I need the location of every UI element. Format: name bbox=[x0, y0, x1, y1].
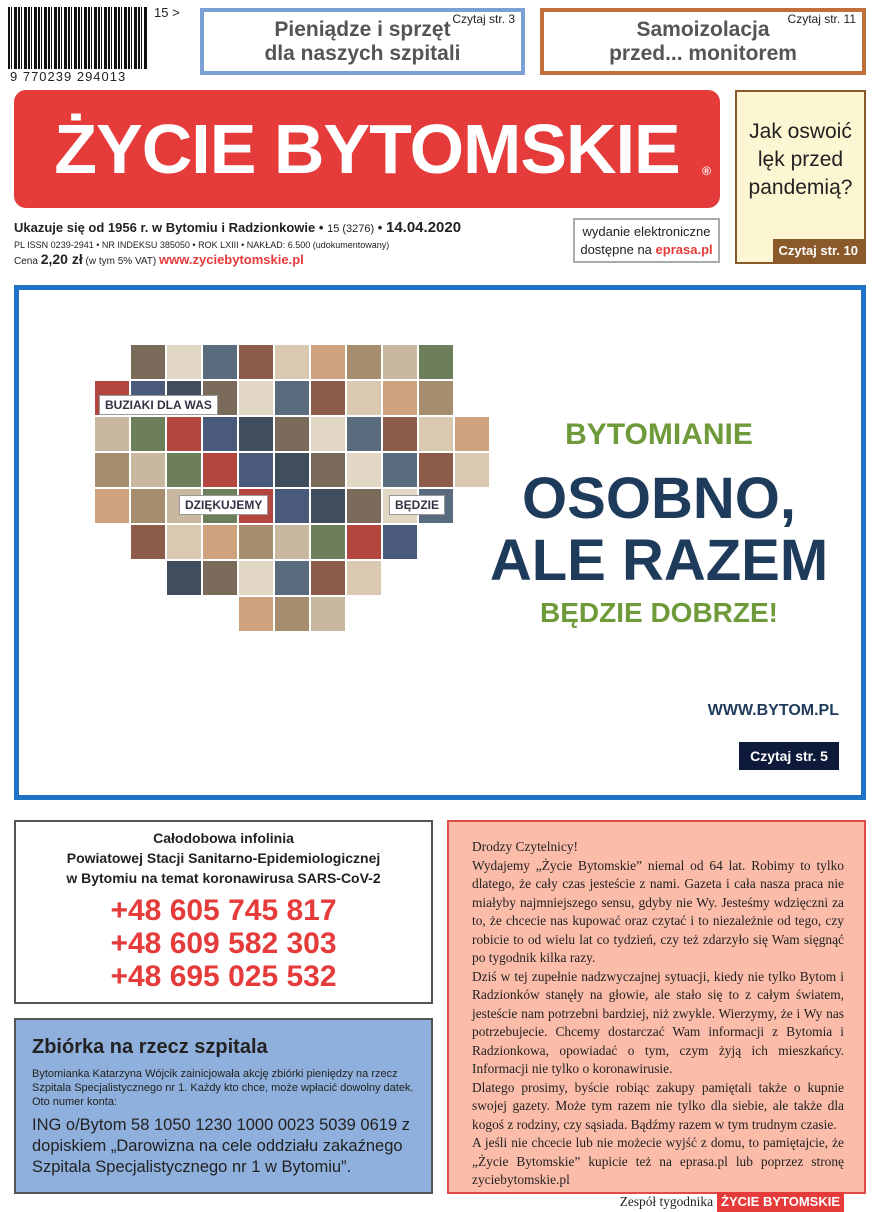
signature-logo: ŻYCIE BYTOMSKIE bbox=[717, 1192, 844, 1212]
hotline-heading: w Bytomiu na temat koronawirusa SARS-CoV-2 bbox=[16, 868, 431, 888]
collage-photo bbox=[311, 345, 345, 379]
collage-photo bbox=[275, 525, 309, 559]
collage-photo bbox=[131, 525, 165, 559]
collage-photo bbox=[311, 525, 345, 559]
letter-paragraph: Dlatego prosimy, byście robiąc zakupy pamiętali także o kupnie swojej gazety. Może tym razem nie tylko dla siebie, ale także dla kogoś z rodziny, czy sąsiada. Bądźmy razem w tym trudnym czasie. bbox=[472, 1079, 844, 1135]
letter-to-readers bbox=[447, 820, 866, 1194]
letter-paragraph: Drodzy Czytelnicy! bbox=[472, 838, 844, 857]
eprasa-link[interactable]: eprasa.pl bbox=[656, 242, 713, 257]
collage-photo bbox=[311, 489, 345, 523]
collage-photo bbox=[275, 417, 309, 451]
collage-photo bbox=[383, 453, 417, 487]
collage-photo bbox=[419, 453, 453, 487]
collage-photo bbox=[203, 561, 237, 595]
headline-line: ALE RAZEM bbox=[459, 530, 859, 592]
eprasa-box[interactable] bbox=[573, 218, 720, 263]
issue-number: 15 (3276) bbox=[327, 223, 374, 235]
collage-photo bbox=[239, 453, 273, 487]
collage-photo bbox=[167, 345, 201, 379]
bullet: • bbox=[319, 220, 324, 235]
letter-signature bbox=[472, 1192, 844, 1212]
collage-photo bbox=[347, 453, 381, 487]
headline-line: OSOBNO, bbox=[459, 468, 859, 530]
collage-photo bbox=[383, 345, 417, 379]
collage-photo bbox=[311, 597, 345, 631]
collage-photo bbox=[239, 561, 273, 595]
registered-mark: ® bbox=[702, 112, 710, 230]
collage-photo bbox=[275, 489, 309, 523]
teaser-title: dla naszych szpitali bbox=[204, 42, 521, 66]
eprasa-line: wydanie elektroniczne bbox=[575, 223, 718, 241]
collage-photo bbox=[347, 345, 381, 379]
collage-photo bbox=[311, 381, 345, 415]
collage-photo bbox=[131, 453, 165, 487]
edition-info bbox=[14, 219, 461, 236]
phone-number[interactable]: +48 609 582 303 bbox=[16, 927, 431, 960]
collage-photo bbox=[383, 417, 417, 451]
collage-photo bbox=[347, 381, 381, 415]
collage-photo bbox=[239, 381, 273, 415]
collage-label: DZIĘKUJEMY bbox=[179, 495, 268, 515]
issue-date: 14.04.2020 bbox=[386, 219, 461, 236]
since-text: Ukazuje się od 1956 r. w Bytomiu i Radzionkowie bbox=[14, 220, 315, 235]
collage-photo bbox=[239, 597, 273, 631]
teaser-title: Pieniądze i sprzęt bbox=[204, 18, 521, 42]
collage-photo bbox=[311, 417, 345, 451]
phone-number[interactable]: +48 695 025 532 bbox=[16, 960, 431, 993]
collage-photo bbox=[131, 417, 165, 451]
side-teaser[interactable] bbox=[735, 90, 866, 264]
collage-photo bbox=[383, 525, 417, 559]
collage-photo bbox=[311, 561, 345, 595]
teaser-self-isolation[interactable] bbox=[540, 8, 866, 75]
collage-photo bbox=[239, 525, 273, 559]
fundraiser-text: Bytomianka Katarzyna Wójcik zainicjowała akcję zbiórki pieniędzy na rzecz Szpitala Specjalistycznego nr 1. Każdy kto chce, może wpłacić dowolny datek. Oto numer konta: bbox=[32, 1067, 415, 1109]
collage-photo bbox=[203, 525, 237, 559]
eprasa-line: dostępne na bbox=[580, 242, 652, 257]
fundraiser-title: Zbiórka na rzecz szpitala bbox=[32, 1036, 415, 1059]
collage-photo bbox=[275, 597, 309, 631]
collage-photo bbox=[239, 345, 273, 379]
teaser-title: Samoizolacja bbox=[544, 18, 862, 42]
read-page-5-button[interactable]: Czytaj str. 5 bbox=[739, 742, 839, 770]
barcode bbox=[8, 5, 190, 85]
masthead bbox=[14, 90, 720, 208]
collage-photo bbox=[347, 561, 381, 595]
collage-photo bbox=[419, 381, 453, 415]
collage-label: BĘDZIE bbox=[389, 495, 445, 515]
teaser-hospitals[interactable] bbox=[200, 8, 525, 75]
vat-note: (w tym 5% VAT) bbox=[86, 256, 157, 267]
bullet: • bbox=[378, 220, 383, 235]
heart-photo-collage bbox=[59, 345, 499, 705]
collage-photo bbox=[347, 417, 381, 451]
collage-photo bbox=[167, 453, 201, 487]
collage-photo bbox=[167, 525, 201, 559]
masthead-title: ŻYCIE BYTOMSKIE bbox=[54, 110, 679, 188]
collage-photo bbox=[203, 345, 237, 379]
kicker: BYTOMIANIE bbox=[459, 418, 859, 452]
collage-photo bbox=[131, 345, 165, 379]
collage-photo bbox=[95, 417, 129, 451]
barcode-bars bbox=[8, 7, 148, 69]
collage-photo bbox=[347, 489, 381, 523]
collage-photo bbox=[383, 381, 417, 415]
barcode-number: 9 770239 294013 bbox=[10, 69, 126, 84]
collage-photo bbox=[275, 381, 309, 415]
teaser-title: przed... monitorem bbox=[544, 42, 862, 66]
collage-label: BUZIAKI DLA WAS bbox=[99, 395, 218, 415]
bank-account: ING o/Bytom 58 1050 1230 1000 0023 5039 0619 z dopiskiem „Darowizna na cele oddziału zakaźnego Szpitala Specjalistycznego nr 1 w Bytomiu”. bbox=[32, 1115, 415, 1178]
collage-photo bbox=[131, 489, 165, 523]
collage-photo bbox=[95, 489, 129, 523]
collage-photo bbox=[347, 525, 381, 559]
collage-photo bbox=[167, 417, 201, 451]
collage-photo bbox=[203, 417, 237, 451]
letter-paragraph: A jeśli nie chcecie lub nie możecie wyjść z domu, to pamiętajcie, że „Życie Bytomskie” kupicie też na eprasa.pl lub poprzez stronę zyciebytomskie.pl bbox=[472, 1134, 844, 1190]
hotline-heading: Powiatowej Stacji Sanitarno-Epidemiologicznej bbox=[16, 848, 431, 868]
fundraiser-box bbox=[14, 1018, 433, 1194]
signature-text: Zespół tygodnika bbox=[620, 1194, 713, 1209]
phone-number[interactable]: +48 605 745 817 bbox=[16, 894, 431, 927]
side-question: Jak oswoić lęk przed pandemią? bbox=[737, 92, 864, 202]
letter-paragraph: Dziś w tej zupełnie nadzwyczajnej sytuacji, kiedy nie tylko Bytom i Radzionków stanęły na głowie, ale stało się to z całym światem, jesteście nam potrzebni bardziej, niż zwykle. Wierzymy, że i Wy nas potrzebujecie. Chcemy dostarczać Wam informacji z Bytomia i Radzionkowa, opowiadać o tym, czym żyją ich mieszkańcy. Informacji nie tylko o koronawirusie. bbox=[472, 968, 844, 1079]
collage-photo bbox=[275, 561, 309, 595]
collage-photo bbox=[203, 453, 237, 487]
hotline-box bbox=[14, 820, 433, 1004]
website-link[interactable]: www.zyciebytomskie.pl bbox=[159, 252, 304, 267]
price-line bbox=[14, 251, 304, 267]
collage-photo bbox=[275, 345, 309, 379]
collage-photo bbox=[275, 453, 309, 487]
letter-paragraph: Wydajemy „Życie Bytomskie” niemal od 64 lat. Robimy to tylko dlatego, że cały czas jesteście z nami. Gazeta i cała nasza praca nie miałyby najmniejszego sensu, gdyby nie Wy. Jesteśmy wdzięczni za to, że chcecie nas kupować oraz czytać i to niezależnie od tego, czy robicie to od wielu lat co tydzień, czy też zdarzyło się Wam sięgnąć po tygodnik kilka razy. bbox=[472, 857, 844, 968]
teaser-ref: Czytaj str. 3 bbox=[452, 12, 515, 26]
issn-line: PL ISSN 0239-2941 • NR INDEKSU 385050 • ROK LXIII • NAKŁAD: 6.500 (udokumentowany) bbox=[14, 240, 389, 250]
price-label: Cena bbox=[14, 256, 38, 267]
collage-photo bbox=[311, 453, 345, 487]
teaser-ref: Czytaj str. 11 bbox=[788, 12, 856, 26]
main-feature bbox=[14, 285, 866, 800]
collage-photo bbox=[95, 453, 129, 487]
collage-photo bbox=[419, 417, 453, 451]
headline bbox=[459, 468, 859, 592]
bytom-url[interactable]: WWW.BYTOM.PL bbox=[639, 702, 839, 720]
collage-photo bbox=[167, 561, 201, 595]
collage-photo bbox=[239, 417, 273, 451]
hotline-heading: Całodobowa infolinia bbox=[16, 828, 431, 848]
barcode-issue: 15 > bbox=[154, 5, 180, 20]
side-ref: Czytaj str. 10 bbox=[773, 239, 865, 262]
subheadline: BĘDZIE DOBRZE! bbox=[459, 597, 859, 629]
collage-photo bbox=[419, 345, 453, 379]
price: 2,20 zł bbox=[41, 251, 83, 267]
